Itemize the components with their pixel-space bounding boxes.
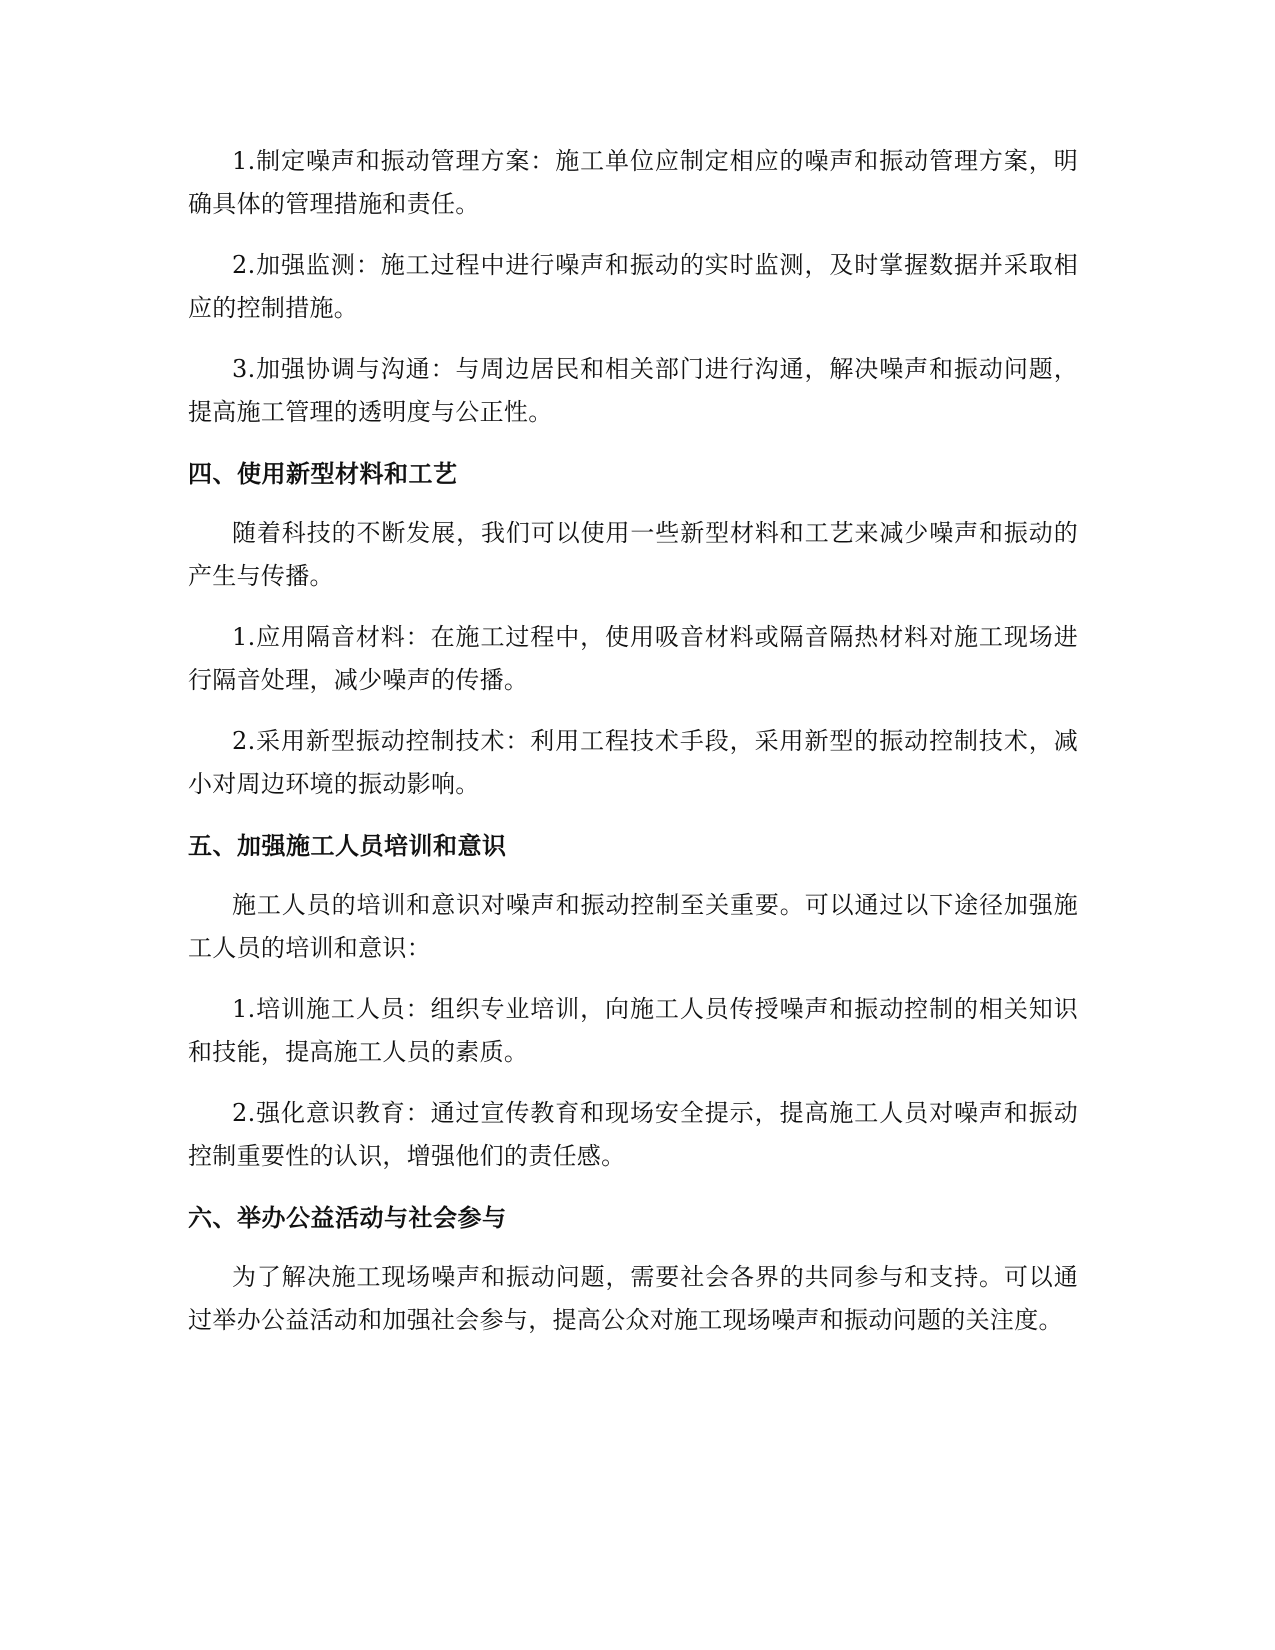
paragraph-sound-insulation: 1.应用隔音材料：在施工过程中，使用吸音材料或隔音隔热材料对施工现场进行隔音处理，减少噪声的传播。 xyxy=(188,623,1078,694)
paragraph-training-intro: 施工人员的培训和意识对噪声和振动控制至关重要。可以通过以下途径加强施工人员的培训和意识： xyxy=(188,891,1078,962)
paragraph-monitoring: 2.加强监测：施工过程中进行噪声和振动的实时监测，及时掌握数据并采取相应的控制措施。 xyxy=(188,251,1078,322)
paragraph-noise-plan: 1.制定噪声和振动管理方案：施工单位应制定相应的噪声和振动管理方案，明确具体的管理措施和责任。 xyxy=(188,147,1078,218)
heading-section-4: 四、使用新型材料和工艺 xyxy=(188,460,458,488)
heading-section-5: 五、加强施工人员培训和意识 xyxy=(188,832,507,860)
heading-section-6: 六、举办公益活动与社会参与 xyxy=(188,1204,507,1232)
paragraph-public-participation: 为了解决施工现场噪声和振动问题，需要社会各界的共同参与和支持。可以通过举办公益活动和加强社会参与，提高公众对施工现场噪声和振动问题的关注度。 xyxy=(188,1263,1078,1334)
paragraph-training-staff: 1.培训施工人员：组织专业培训，向施工人员传授噪声和振动控制的相关知识和技能，提高施工人员的素质。 xyxy=(188,995,1078,1066)
paragraph-awareness-education: 2.强化意识教育：通过宣传教育和现场安全提示，提高施工人员对噪声和振动控制重要性的认识，增强他们的责任感。 xyxy=(188,1099,1078,1170)
paragraph-coordination: 3.加强协调与沟通：与周边居民和相关部门进行沟通，解决噪声和振动问题，提高施工管理的透明度与公正性。 xyxy=(188,355,1078,426)
document-body xyxy=(188,140,1078,1360)
paragraph-vibration-tech: 2.采用新型振动控制技术：利用工程技术手段，采用新型的振动控制技术，减小对周边环境的振动影响。 xyxy=(188,727,1078,798)
paragraph-new-materials-intro: 随着科技的不断发展，我们可以使用一些新型材料和工艺来减少噪声和振动的产生与传播。 xyxy=(188,519,1078,590)
